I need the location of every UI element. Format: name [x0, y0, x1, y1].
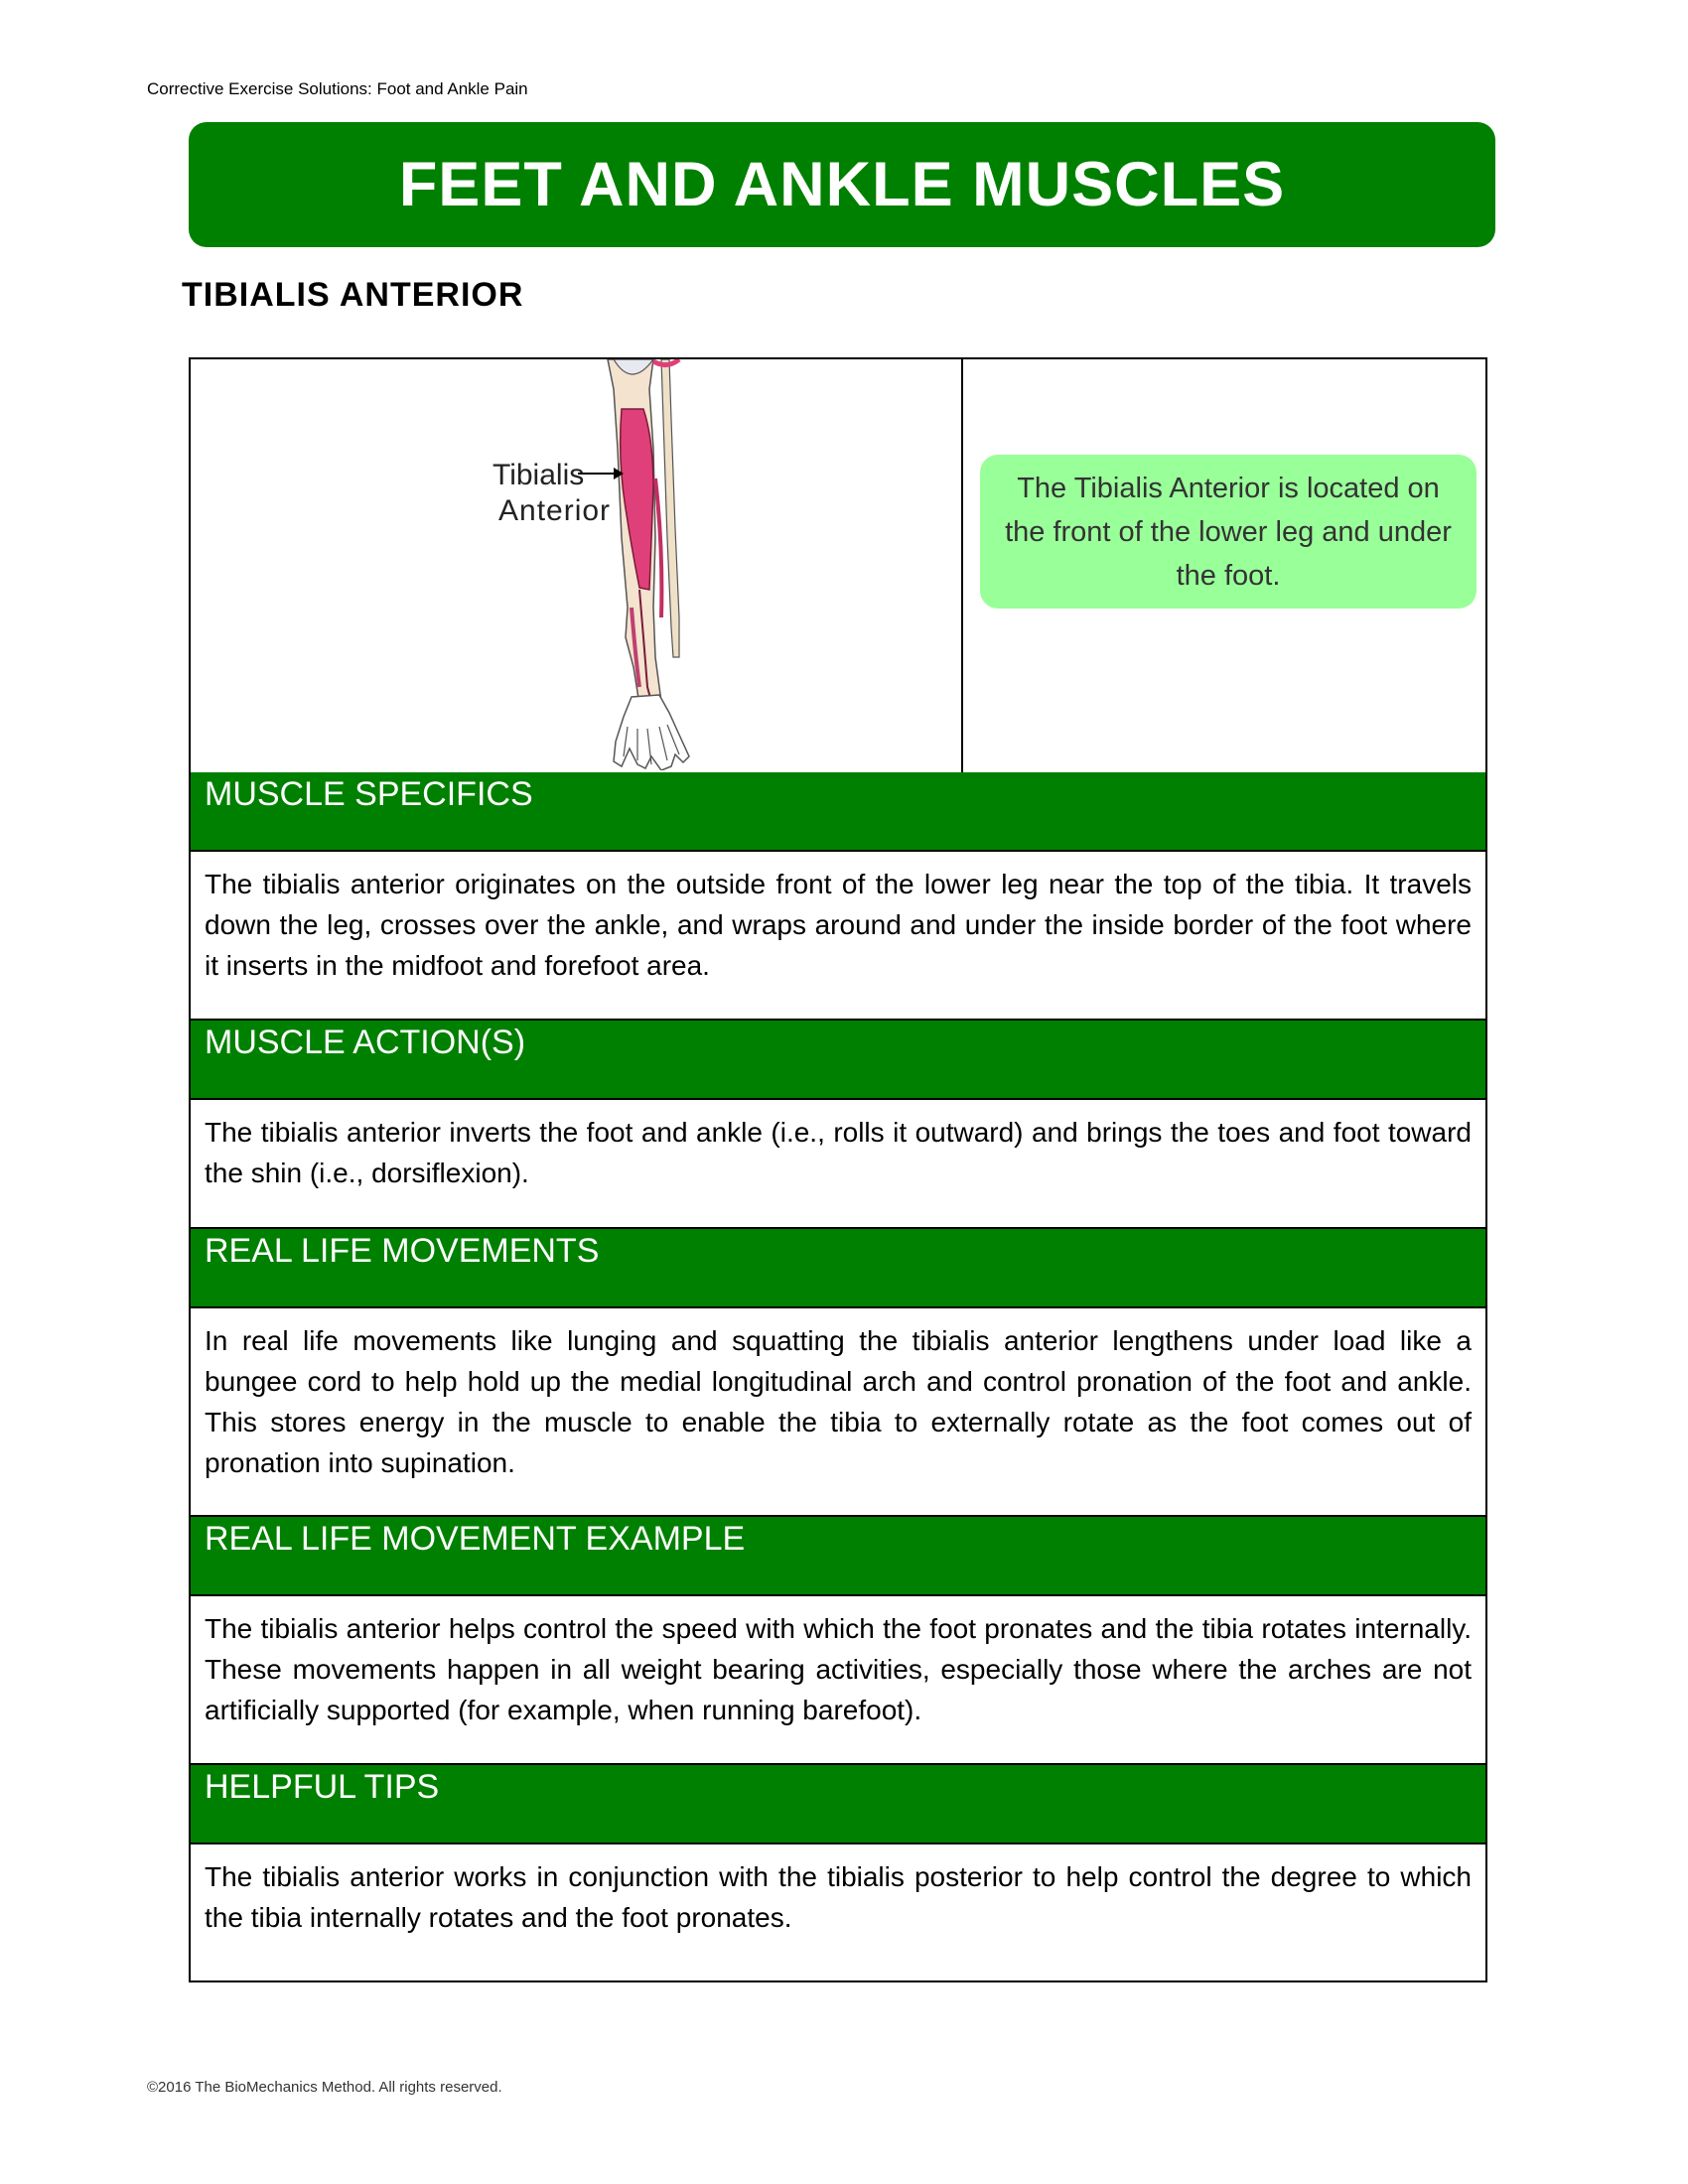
top-row-divider [961, 359, 963, 772]
section-heading-movement-example: REAL LIFE MOVEMENT EXAMPLE [191, 1517, 1485, 1596]
illustration-label-line2: Anterior [498, 494, 612, 527]
callout-text: The Tibialis Anterior is located on the front of the lower leg and under the foot. [1005, 472, 1452, 592]
section-heading-muscle-actions: MUSCLE ACTION(S) [191, 1021, 1485, 1100]
copyright-footer: ©2016 The BioMechanics Method. All rights reserved. [147, 2079, 502, 2096]
muscle-name-heading: TIBIALIS ANTERIOR [182, 276, 524, 314]
section-body-muscle-specifics: The tibialis anterior originates on the outside front of the lower leg near the top of the tibia. It travels down the leg, crosses over the ankle, and wraps around and under the inside border of the foot where it inserts in the midfoot and forefoot area. [191, 852, 1485, 1021]
running-header: Corrective Exercise Solutions: Foot and Ankle Pain [147, 79, 528, 98]
section-body-real-life-movements: In real life movements like lunging and squatting the tibialis anterior lengthens under load like a bungee cord to help hold up the medial longitudinal arch and control pronation of the foot and ankle. This stores energy in the muscle to enable the tibia to externally rotate as the foot comes out of pronation into supination. [191, 1308, 1485, 1517]
section-body-helpful-tips: The tibialis anterior works in conjunction with the tibialis posterior to help control the degree to which the tibia internally rotates and the foot pronates. [205, 1861, 1472, 1933]
section-heading-real-life-movements: REAL LIFE MOVEMENTS [191, 1229, 1485, 1308]
banner-title: FEET AND ANKLE MUSCLES [398, 150, 1286, 219]
location-callout [980, 455, 1477, 609]
leg-muscle-illustration [419, 359, 896, 770]
section-body-movement-example: The tibialis anterior helps control the speed with which the foot pronates and the tibia rotates internally. These movements happen in all weight bearing activities, especially those where the arches are not artificially supported (for example, when running barefoot). [191, 1596, 1485, 1765]
muscle-info-card [189, 357, 1487, 1982]
illustration-label-line1: Tibialis [492, 459, 585, 491]
illustration-row [191, 359, 1485, 774]
section-heading-helpful-tips: HELPFUL TIPS [191, 1765, 1485, 1844]
section-body-muscle-actions: The tibialis anterior inverts the foot and ankle (i.e., rolls it outward) and brings the toes and foot toward the shin (i.e., dorsiflexion). [191, 1100, 1485, 1229]
section-heading-muscle-specifics: MUSCLE SPECIFICS [191, 772, 1485, 852]
page-banner [189, 122, 1495, 247]
